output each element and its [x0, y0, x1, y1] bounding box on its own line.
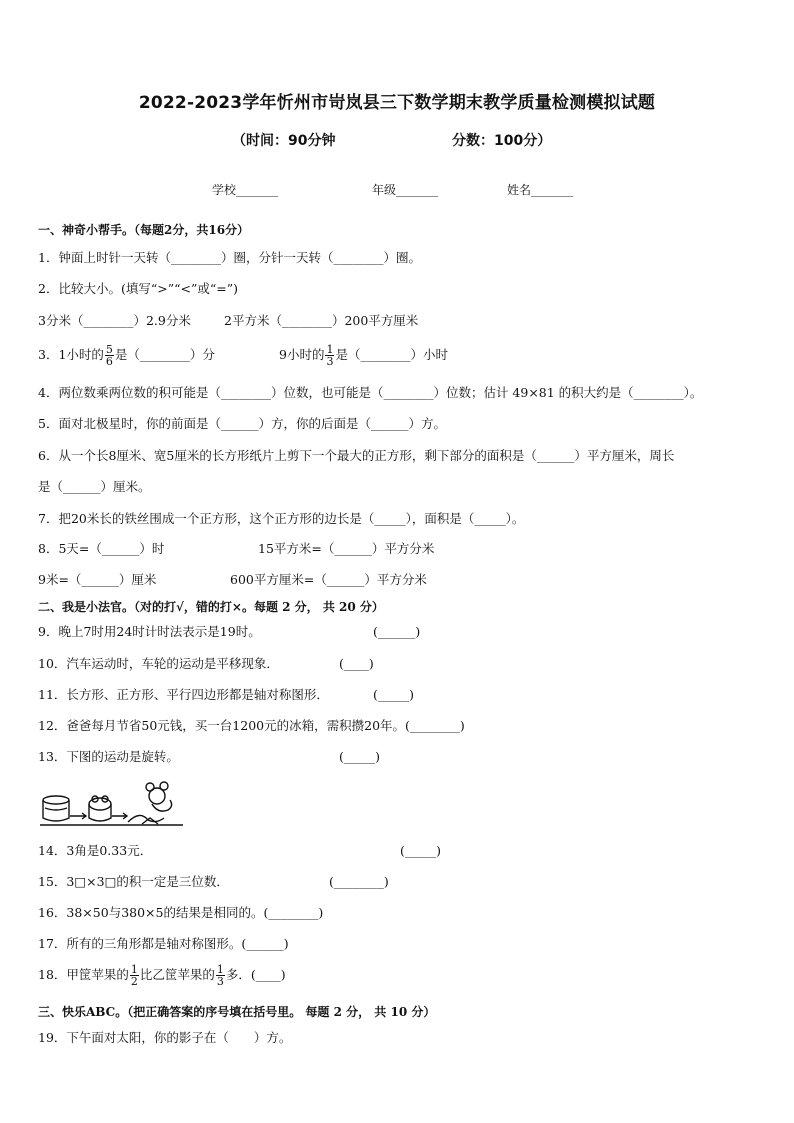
- question-2: 2．比较大小。(填写“>”“<”或“=”): [38, 281, 238, 296]
- question-8a: 8．5天=（______）时: [38, 541, 165, 556]
- question-11-answer: (_____): [373, 687, 415, 702]
- section-2-heading: 二、我是小法官。（对的打√，错的打×。每题 2 分， 共 20 分）: [38, 600, 384, 614]
- question-9-answer: (______): [373, 624, 421, 639]
- grade-field: 年级_______: [372, 183, 439, 197]
- q3a-prefix: 3．1小时的: [38, 347, 104, 362]
- q3b-suffix: 是（________）小时: [335, 347, 448, 362]
- fraction-1-3: [325, 344, 334, 367]
- fraction-5-6: [105, 344, 114, 367]
- section-3-heading: 三、快乐ABC。（把正确答案的序号填在括号里。 每题 2 分， 共 10 分）: [38, 1005, 436, 1019]
- school-field: 学校_______: [212, 183, 279, 197]
- question-12: 12．爸爸每月节省50元钱，买一台1200元的冰箱，需积攒20年。(________): [38, 718, 465, 733]
- question-15: 15．3□×3□的积一定是三位数．: [38, 874, 229, 889]
- question-13: 13．下图的运动是旋转。: [38, 749, 179, 764]
- fraction-1-3-b: [216, 964, 225, 987]
- question-15-answer: (________): [329, 874, 389, 889]
- question-1: 1．钟面上时针一天转（________）圈，分针一天转（________）圈。: [38, 250, 421, 265]
- q18-numerator-1: 1: [130, 963, 138, 976]
- question-3a: [38, 342, 215, 368]
- question-14: 14．3角是0.33元．: [38, 843, 153, 858]
- exam-score: 分数：100分）: [452, 133, 552, 149]
- exam-time: （时间：90分钟: [232, 133, 336, 149]
- question-19: 19．下午面对太阳，你的影子在（ ）方。: [38, 1030, 292, 1045]
- question-18: [38, 962, 286, 988]
- section-1-heading: 一、神奇小帮手。（每题2分，共16分）: [38, 223, 250, 237]
- question-7: 7．把20米长的铁丝围成一个正方形，这个正方形的边长是（_____），面积是（_____）。: [38, 511, 525, 526]
- question-2b: 2平方米（________）200平方厘米: [224, 313, 419, 328]
- question-8b: 15平方米=（______）平方分米: [258, 541, 435, 556]
- exam-title: 2022-2023学年忻州市岢岚县三下数学期末教学质量检测模拟试题: [138, 93, 656, 113]
- question-9: 9．晚上7时用24时计时法表示是19时。: [38, 624, 261, 639]
- question-4: 4．两位数乘两位数的积可能是（________）位数，也可能是（________）位数；估计 49×81 的积大约是（________）。: [38, 385, 703, 400]
- q3b-numerator: 1: [326, 343, 334, 356]
- q18-suffix: 多．(____): [225, 967, 286, 982]
- question-10: 10．汽车运动时，车轮的运动是平移现象．: [38, 656, 279, 671]
- q3a-suffix: 是（________）分: [114, 347, 215, 362]
- question-11: 11．长方形、正方形、平行四边形都是轴对称图形．: [38, 687, 329, 702]
- q18-middle: 比乙筐苹果的: [139, 967, 215, 982]
- q3a-denominator: 6: [105, 355, 113, 368]
- q3b-denominator: 3: [326, 355, 334, 368]
- question-16: 16．38×50与380×5的结果是相同的。(________): [38, 905, 324, 920]
- question-14-answer: (_____): [400, 843, 442, 858]
- question-3b: [279, 342, 448, 368]
- q3b-prefix: 9小时的: [279, 347, 325, 362]
- question-17: 17．所有的三角形都是轴对称图形。(______): [38, 936, 289, 951]
- q18-denominator-1: 2: [130, 975, 138, 988]
- arrow-1: [70, 813, 86, 819]
- question-10-answer: (____): [339, 656, 374, 671]
- question-8d: 600平方厘米=（______）平方分米: [230, 572, 427, 587]
- arrow-2: [112, 813, 127, 819]
- fraction-1-2: [130, 964, 139, 987]
- question-6a: 6．从一个长8厘米、宽5厘米的长方形纸片上剪下一个最大的正方形，剩下部分的面积是（______）平方厘米，周长: [38, 448, 675, 463]
- question-6b: 是（______）厘米。: [38, 479, 151, 494]
- q18-denominator-2: 3: [216, 975, 224, 988]
- question-5: 5．面对北极星时，你的前面是（______）方，你的后面是（______）方。: [38, 416, 446, 431]
- question-13-answer: (_____): [339, 749, 381, 764]
- name-field: 姓名_______: [507, 183, 574, 197]
- q18-numerator-2: 1: [216, 963, 224, 976]
- question-2a: 3分米（________）2.9分米: [38, 313, 191, 328]
- cake-top: [43, 796, 69, 804]
- q18-prefix: 18．甲筐苹果的: [38, 967, 129, 982]
- question-8c: 9米=（______）厘米: [38, 572, 157, 587]
- rotation-illustration: [40, 780, 186, 830]
- q3a-numerator: 5: [105, 343, 113, 356]
